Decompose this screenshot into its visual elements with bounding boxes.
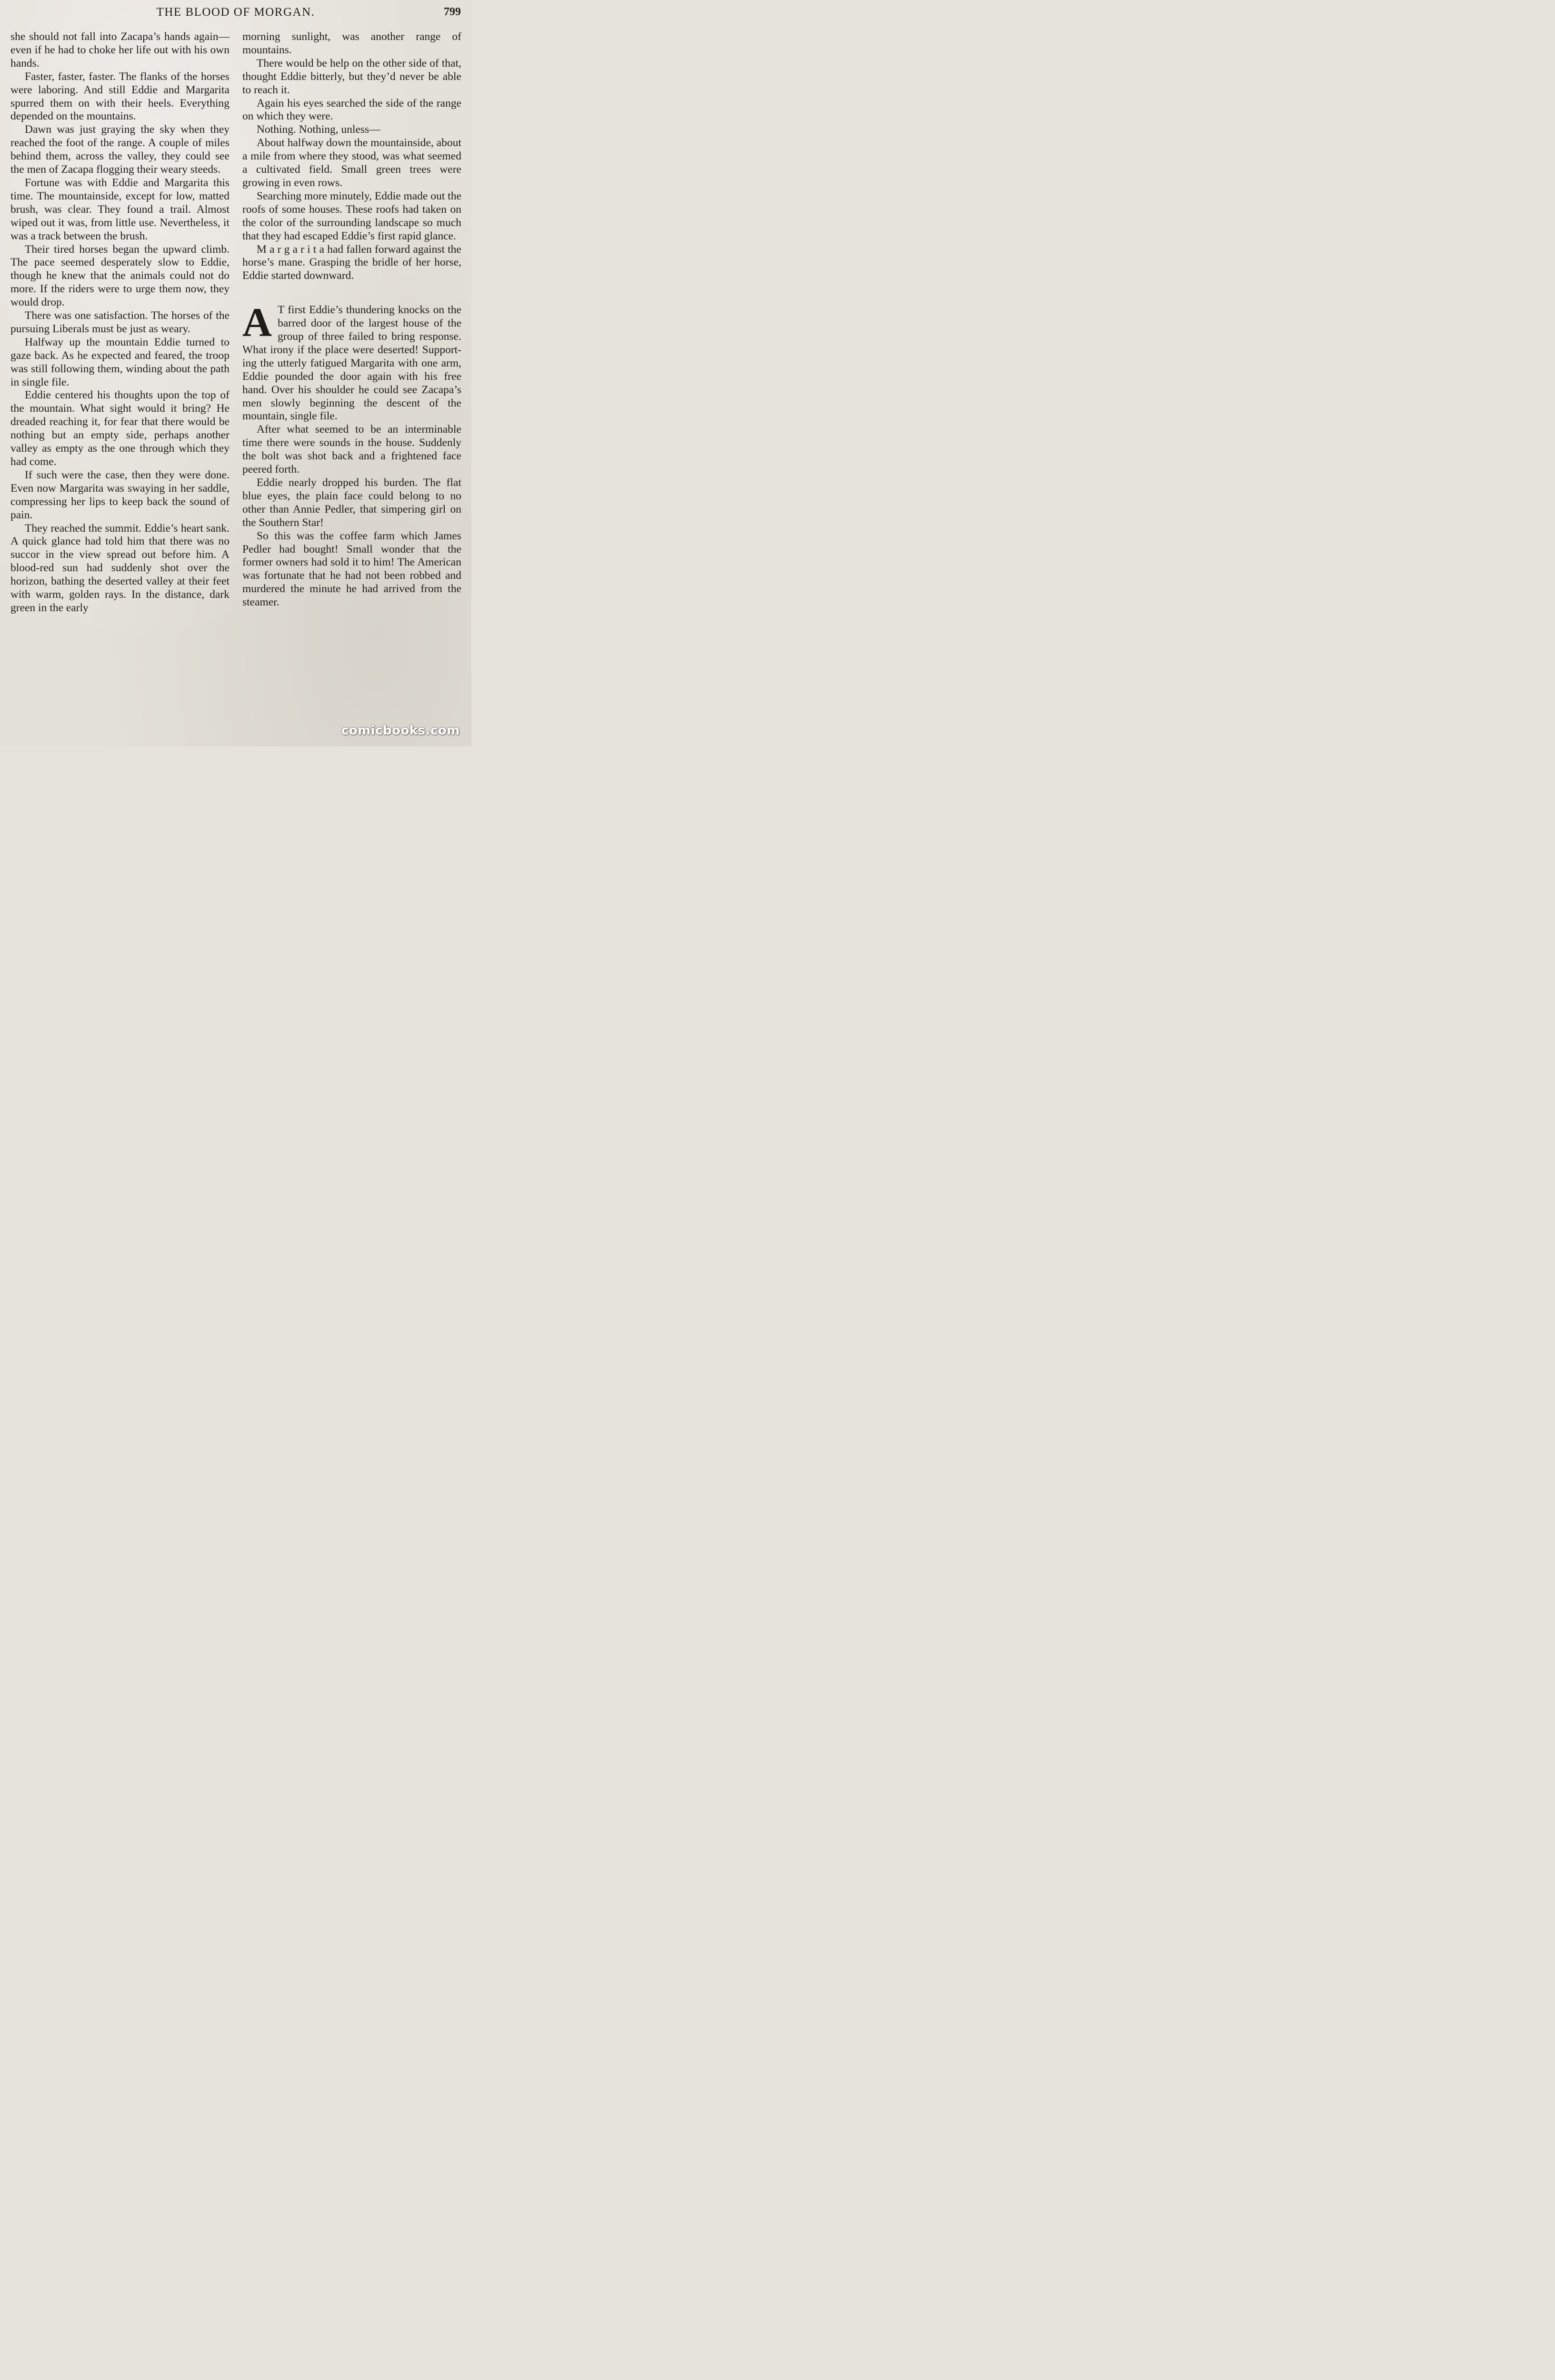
paragraph: Eddie centered his thoughts upon the top of the mountain. What sight would it bring? He dreaded reaching it, for fear that there would be nothing but an empty side, perhaps another valley as empty as the one through which they had come. <box>10 389 229 468</box>
section-opening-text: T first Eddie’s thundering knocks on the barred door of the largest house of the group of three failed to bring response. What irony if the place were deserted! Supporting the utterly fatigued Margarita with one arm, Eddie pounded the door again with his free hand. Over his shoulder he could see Zacapa’s men slowly beginning the descent of the mountain, single file. <box>242 304 461 423</box>
paragraph: Dawn was just graying the sky when they reached the foot of the range. A couple of miles behind them, across the valley, they could see the men of Zacapa flogging their weary steeds. <box>10 123 229 176</box>
page-header <box>0 5 471 22</box>
paragraph: Halfway up the mountain Eddie turned to gaze back. As he expected and feared, the troop was still following them, winding about the path in single file. <box>10 336 229 388</box>
running-title: THE BLOOD OF MORGAN. <box>156 6 315 19</box>
left-column <box>10 30 229 615</box>
paragraph: Fortune was with Eddie and Margarita this time. The mountainside, except for low, matted brush, was clear. They found a trail. Almost wiped out it was, from little use. Nevertheless, it was a track between the brush. <box>10 176 229 242</box>
paragraph: Eddie nearly dropped his burden. The flat blue eyes, the plain face could belong to no other than Annie Pedler, that simpering girl on the Southern Star! <box>242 476 461 529</box>
right-column <box>242 30 461 609</box>
paragraph: If such were the case, then they were done. Even now Margarita was swaying in her saddle, compressing her lips to keep back the sound of pain. <box>10 468 229 521</box>
section-opening-paragraph <box>242 299 461 423</box>
paragraph: They reached the summit. Eddie’s heart sank. A quick glance had told him that there was no succor in the view spread out before him. A blood-red sun had suddenly shot over the horizon, bathing the deserted valley at their feet with warm, golden rays. In the distance, dark green in the early <box>10 522 229 614</box>
paragraph: Nothing. Nothing, unless— <box>257 123 380 136</box>
paragraph: After what seemed to be an interminable time there were sounds in the house. Suddenly the bolt was shot back and a frightened face peered forth. <box>242 423 461 476</box>
drop-cap: A <box>242 299 272 346</box>
magazine-page <box>0 0 471 746</box>
paragraph: Again his eyes searched the side of the range on which they were. <box>242 97 461 123</box>
paragraph: Faster, faster, faster. The flanks of the horses were laboring. And still Eddie and Margarita spurred them on with their heels. Everything depended on the mountains. <box>10 70 229 123</box>
paragraph: Searching more minutely, Eddie made out the roofs of some houses. These roofs had taken on the color of the surrounding landscape so much that they had escaped Eddie’s first rapid glance. <box>242 189 461 242</box>
paragraph: There would be help on the other side of that, thought Eddie bitterly, but they’d never be able to reach it. <box>242 57 461 96</box>
watermark-logo: comicbooks.com <box>341 724 460 738</box>
paragraph: Their tired horses began the upward climb. The pace seemed desperately slow to Eddie, though he knew that the animals could not do more. If the riders were to urge them now, they would drop. <box>10 243 229 309</box>
page-number: 799 <box>444 6 461 18</box>
paragraph: About halfway down the mountainside, about a mile from where they stood, was what seemed a cultivated field. Small green trees were growing in even rows. <box>242 137 461 189</box>
paragraph: she should not fall into Zacapa’s hands again—even if he had to choke her life out with his own hands. <box>10 30 229 69</box>
paragraph: M a r g a r i t a had fallen forward against the horse’s mane. Grasping the bridle of her horse, Eddie started downward. <box>242 243 461 282</box>
paragraph: There was one satisfaction. The horses of the pursuing Liberals must be just as weary. <box>10 309 229 335</box>
paragraph: So this was the coffee farm which James Pedler had bought! Small wonder that the former owners had sold it to him! The American was fortunate that he had not been robbed and murdered the minute he had arrived from the steamer. <box>242 529 461 609</box>
paragraph: morning sunlight, was another range of mountains. <box>242 30 461 56</box>
